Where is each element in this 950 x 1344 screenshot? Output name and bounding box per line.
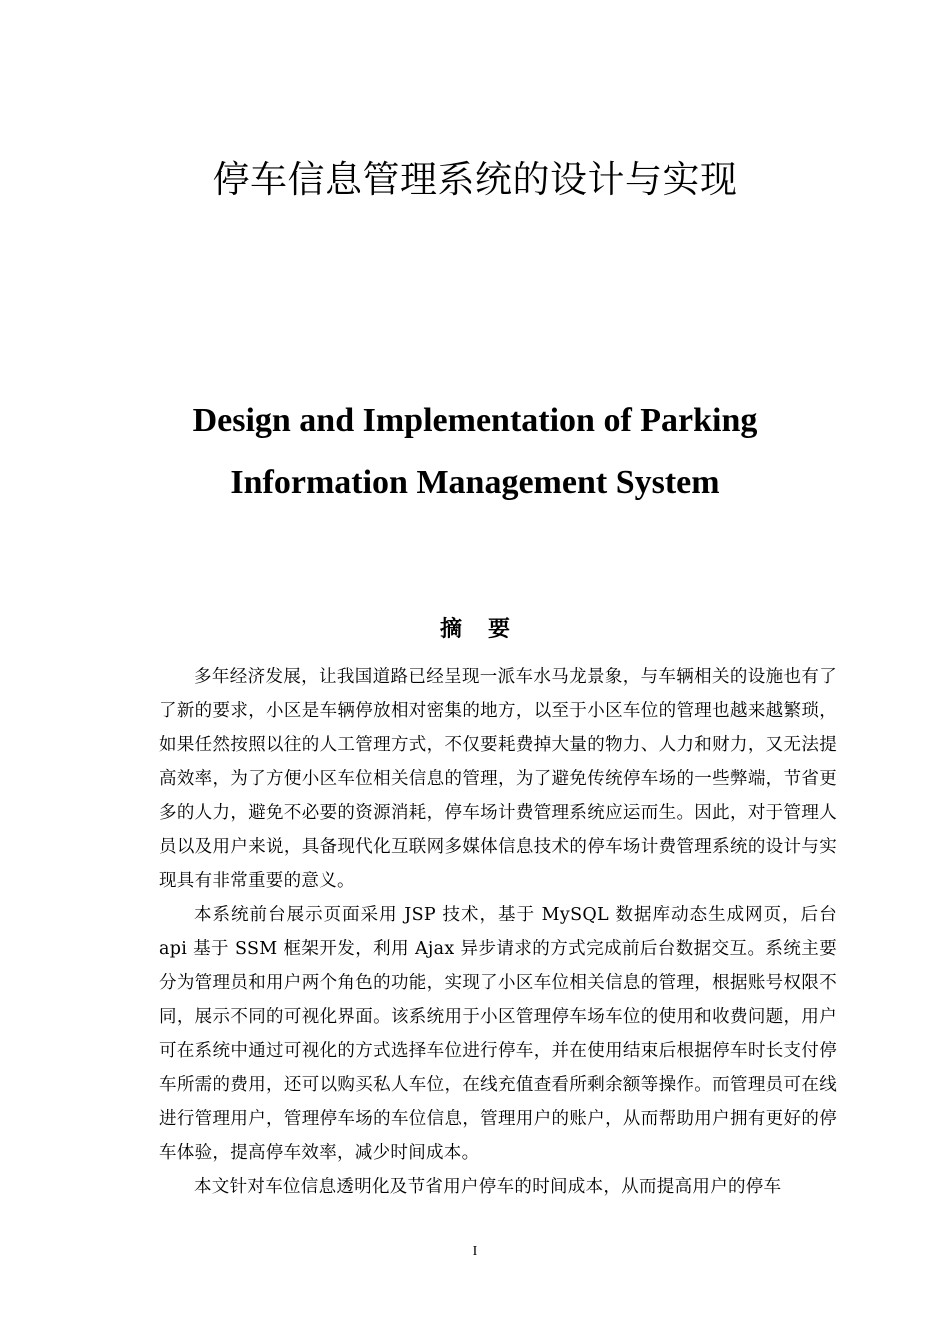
abstract-paragraph-1: 多年经济发展，让我国道路已经呈现一派车水马龙景象，与车辆相关的设施也有了了新的要求，小区是车辆停放相对密集的地方，以至于小区车位的管理也越来越繁琐，如果任然按照以往的人工管理方式，不仅要耗费掉大量的物力、人力和财力，又无法提高效率，为了方便小区车位相关信息的管理，为了避免传统停车场的一些弊端，节省更多的人力，避免不必要的资源消耗，停车场计费管理系统应运而生。因此，对于管理人员以及用户来说，具备现代化互联网多媒体信息技术的停车场计费管理系统的设计与实现具有非常重要的意义。	[159, 667, 837, 891]
english-title-line-2: Information Management System	[230, 464, 720, 501]
page-number: I	[472, 1244, 478, 1259]
abstract-paragraph-3: 本文针对车位信息透明化及节省用户停车的时间成本，从而提高用户的停车	[194, 1177, 782, 1197]
abstract-paragraph-2: 本系统前台展示页面采用 JSP 技术，基于 MySQL 数据库动态生成网页，后台 api 基于 SSM 框架开发，利用 Ajax 异步请求的方式完成前后台数据交互。系统主要分为管理员和用户两个角色的功能，实现了小区车位相关信息的管理，根据账号权限不同，展示不同的可视化界面。该系统用于小区管理停车场车位的使用和收费问题，用户可在系统中通过可视化的方式选择车位进行停车，并在使用结束后根据停车时长支付停车所需的费用，还可以购买私人车位，在线充值查看所剩余额等操作。而管理员可在线进行管理用户，管理停车场的车位信息，管理用户的账户，从而帮助用户拥有更好的停车体验，提高停车效率，减少时间成本。	[159, 905, 837, 1163]
english-title-line-1: Design and Implementation of Parking	[192, 402, 758, 439]
chinese-title: 停车信息管理系统的设计与实现	[212, 158, 738, 201]
abstract-body	[159, 660, 837, 1204]
english-title	[0, 390, 950, 514]
abstract-heading: 摘要	[439, 617, 536, 642]
